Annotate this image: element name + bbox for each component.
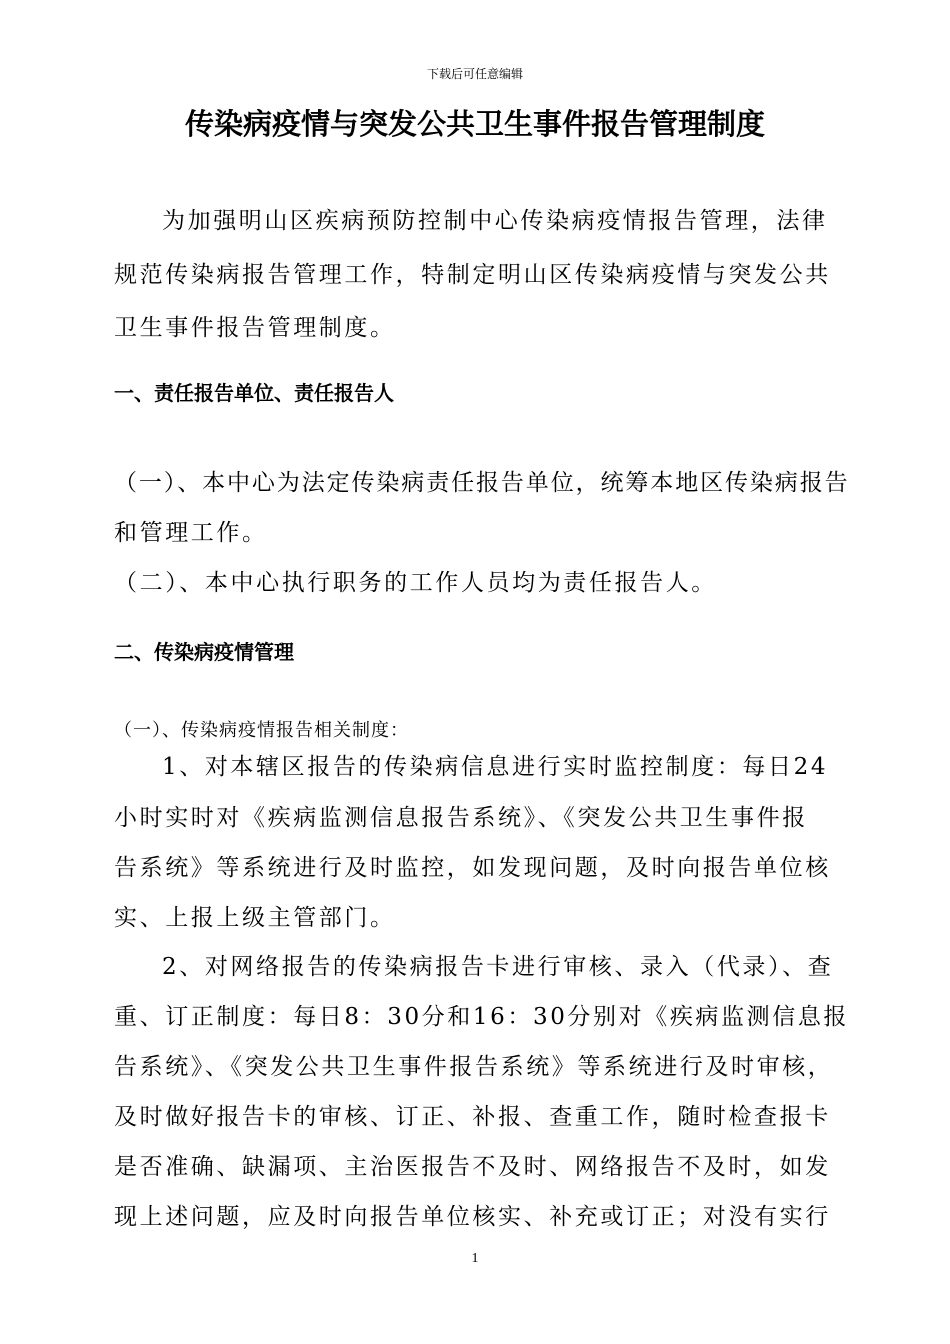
header-note: 下载后可任意编辑 xyxy=(426,67,523,81)
body-line: （二）、本中心执行职务的工作人员均为责任报告人。 xyxy=(114,570,717,596)
body-line: 及时做好报告卡的审核、订正、补报、查重工作，随时检查报卡 xyxy=(114,1104,831,1130)
body-line: 1、对本辖区报告的传染病信息进行实时监控制度：每日24 xyxy=(162,754,829,780)
body-line: 现上述问题，应及时向报告单位核实、补充或订正；对没有实行 xyxy=(114,1204,831,1230)
body-line: 是否准确、缺漏项、主治医报告不及时、网络报告不及时，如发 xyxy=(114,1154,831,1180)
body-line: 实、上报上级主管部门。 xyxy=(114,905,396,931)
body-line: 重、订正制度：每日8：30分和16：30分别对《疾病监测信息报 xyxy=(114,1004,850,1030)
body-line: 小时实时对《疾病监测信息报告系统》、《突发公共卫生事件报 xyxy=(114,805,808,831)
intro-line: 规范传染病报告管理工作，特制定明山区传染病疫情与突发公共 xyxy=(114,262,831,288)
intro-line: 卫生事件报告管理制度。 xyxy=(114,315,396,341)
body-line: （一）、本中心为法定传染病责任报告单位，统筹本地区传染病报告 xyxy=(114,470,850,496)
sub-heading: （一）、传染病疫情报告相关制度： xyxy=(114,720,409,741)
section-heading: 一、责任报告单位、责任报告人 xyxy=(114,381,394,405)
body-line: 和管理工作。 xyxy=(114,520,268,546)
body-line: 告系统》等系统进行及时监控，如发现问题，及时向报告单位核 xyxy=(114,855,831,881)
document-title: 传染病疫情与突发公共卫生事件报告管理制度 xyxy=(184,107,765,141)
section-heading: 二、传染病疫情管理 xyxy=(114,640,294,664)
body-line: 2、对网络报告的传染病报告卡进行审核、录入（代录）、查 xyxy=(162,954,834,980)
intro-line: 为加强明山区疾病预防控制中心传染病疫情报告管理，法律 xyxy=(162,208,828,234)
body-line: 告系统》、《突发公共卫生事件报告系统》等系统进行及时审核， xyxy=(114,1054,834,1080)
page-number: 1 xyxy=(471,1251,479,1266)
